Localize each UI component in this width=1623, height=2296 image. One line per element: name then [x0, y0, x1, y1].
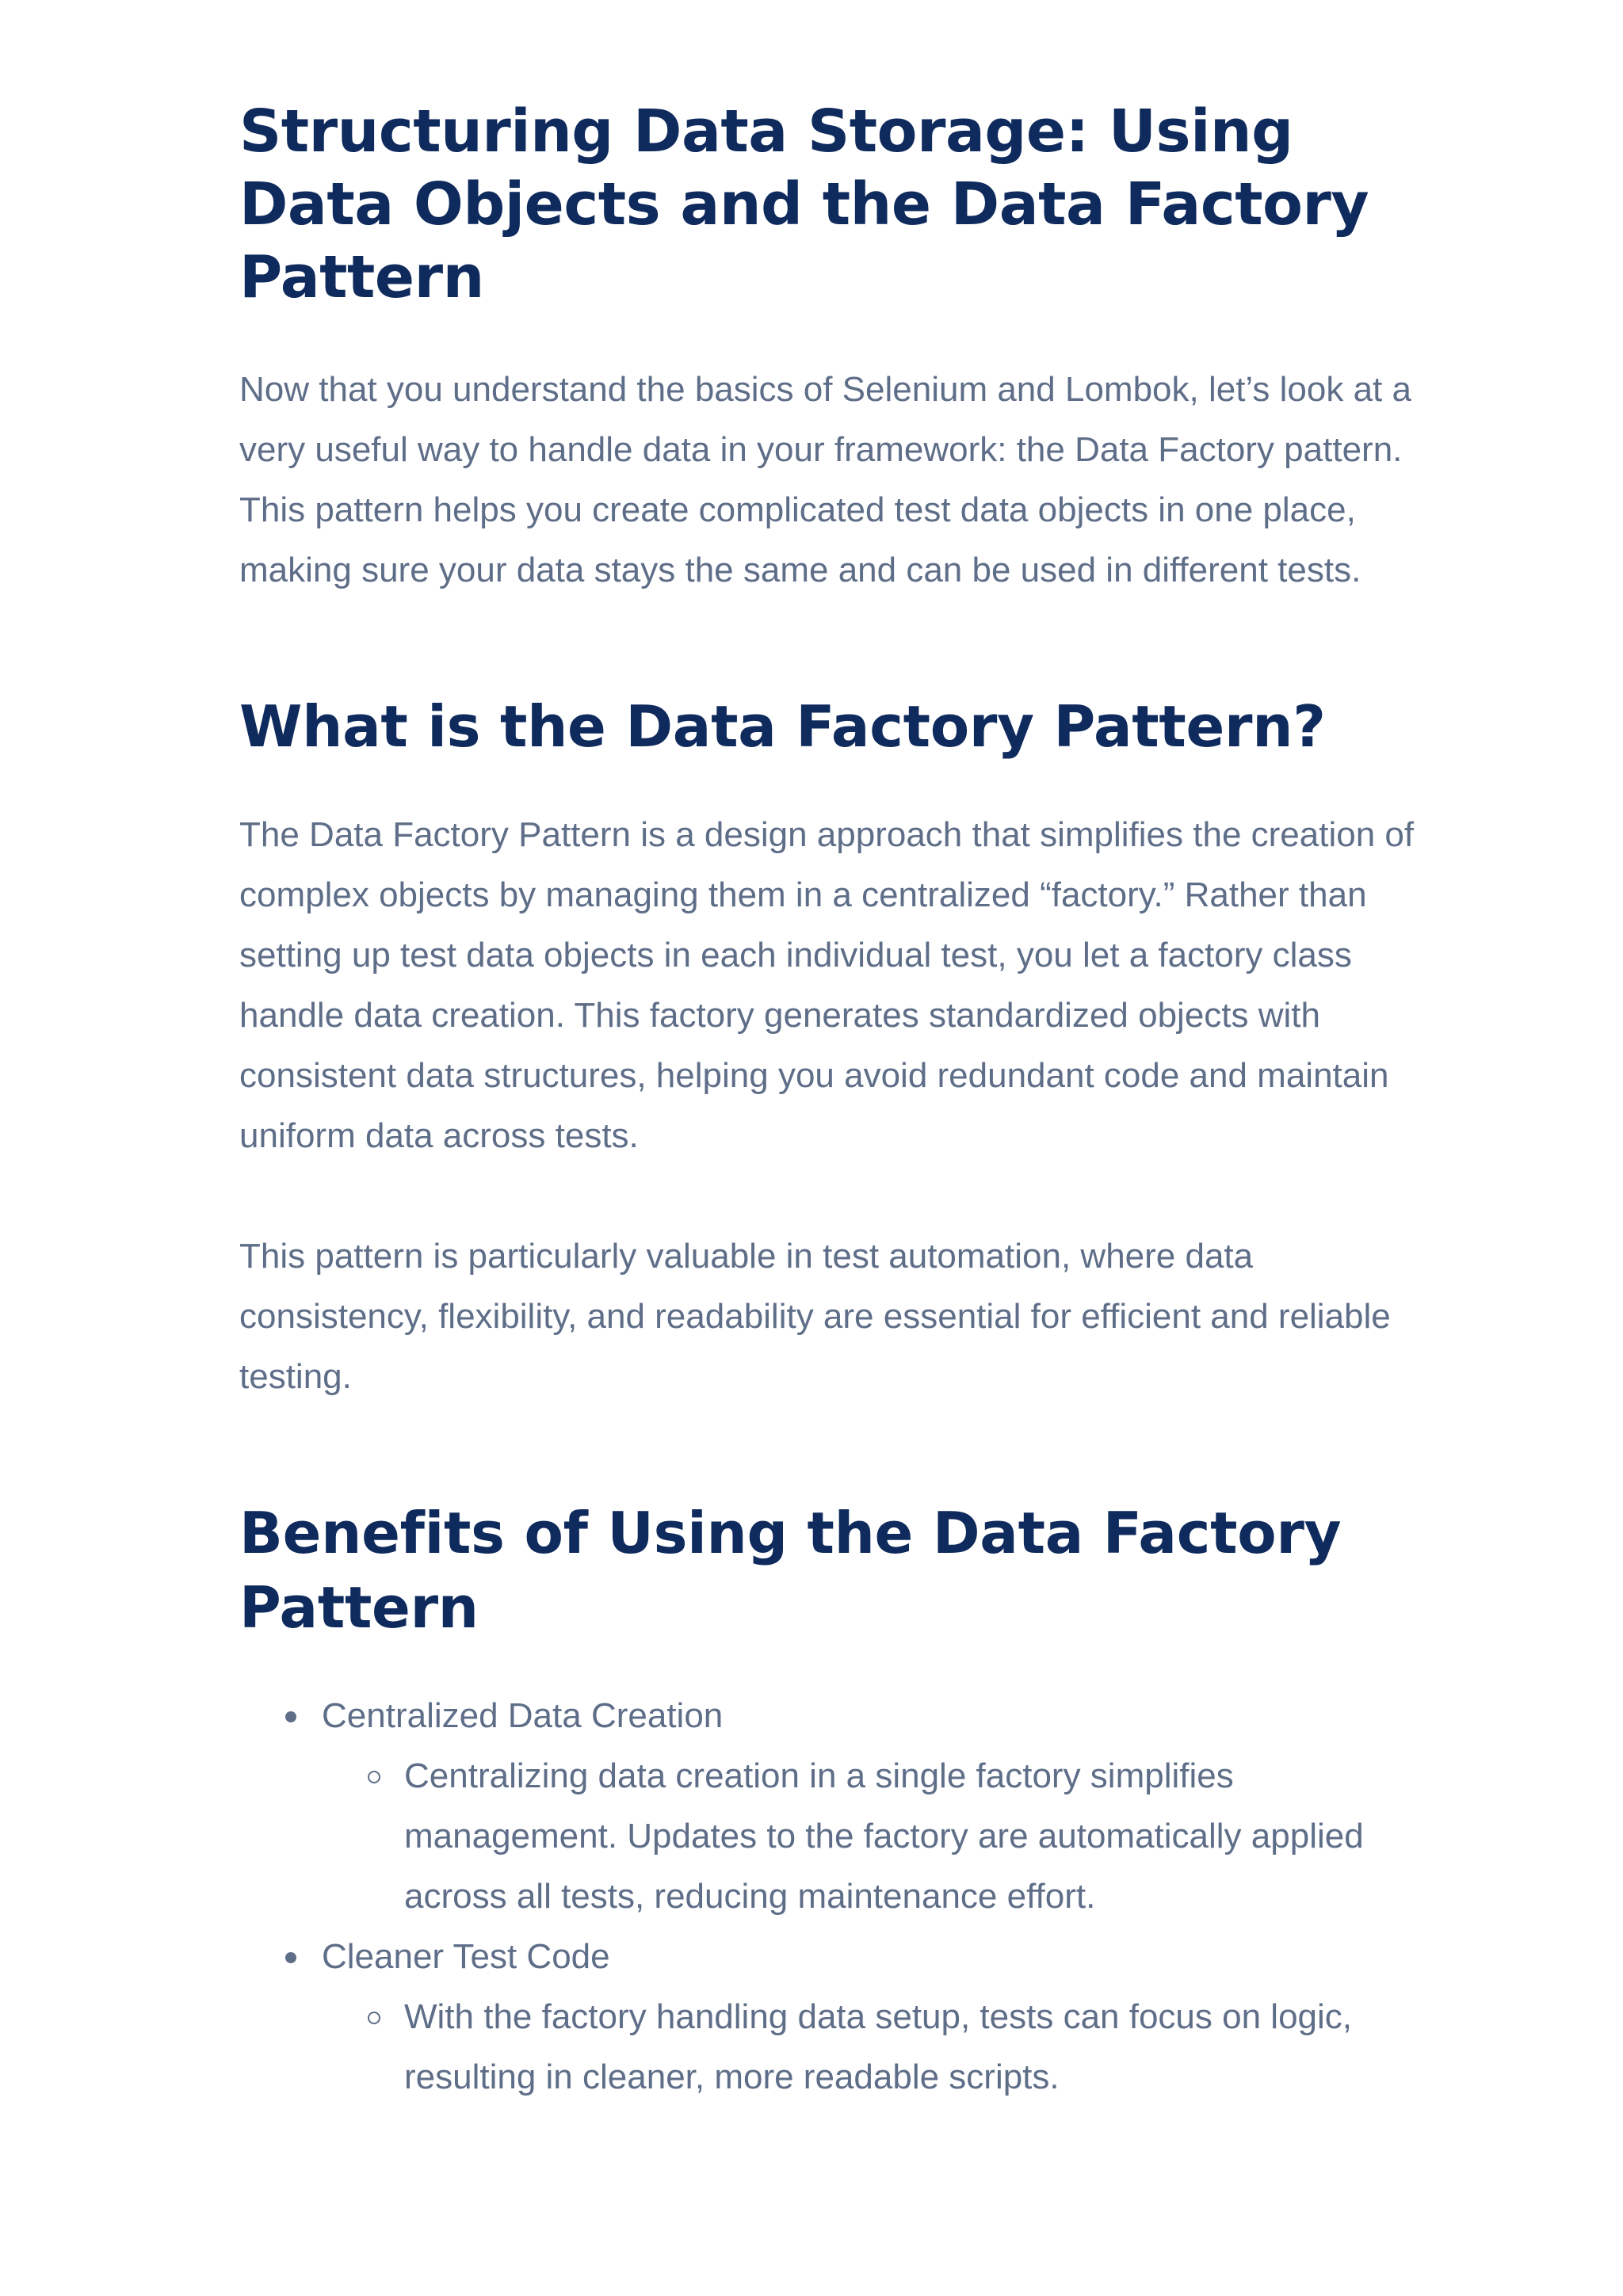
section-paragraph: The Data Factory Pattern is a design approach that simplifies the creation of complex objects by managing them in a centralized “factory.” Rather than setting up test data objects in each individual test, you let a factory class handle data creation. This factory generates standardized objects with consistent data structures, helping you avoid redundant code and maintain uniform data across tests.	[239, 815, 1415, 1155]
page-title: Structuring Data Storage: Using Data Objects and the Data Factory Pattern	[239, 97, 1369, 311]
section-what-is	[239, 689, 1420, 1407]
sub-list	[322, 1746, 1420, 1927]
bullet-circle-icon	[368, 2012, 380, 2024]
bullet-circle-icon	[368, 1771, 380, 1783]
list-item	[239, 1927, 1420, 2107]
sub-list	[322, 1987, 1420, 2107]
intro-paragraph: Now that you understand the basics of Selenium and Lombok, let’s look at a very useful way to handle data in your framework: the Data Factory pattern. This pattern helps you create complicated test data objects in one place, making sure your data stays the same and can be used in different tests.	[239, 370, 1411, 589]
section-heading: What is the Data Factory Pattern?	[239, 693, 1326, 760]
list-item	[239, 1686, 1420, 1927]
article	[239, 95, 1420, 2107]
list-item-label: Centralized Data Creation	[322, 1696, 724, 1735]
sub-list-item-text: With the factory handling data setup, tests can focus on logic, resulting in cleaner, more readable scripts.	[404, 1997, 1353, 2096]
section-benefits	[239, 1496, 1420, 2107]
section-paragraph: This pattern is particularly valuable in test automation, where data consistency, flexibility, and readability are essential for efficient and reliable testing.	[239, 1237, 1391, 1396]
sub-list-item-text: Centralizing data creation in a single factory simplifies management. Updates to the factory are automatically applied across all tests, reducing maintenance effort.	[404, 1756, 1364, 1916]
bullet-disc-icon	[285, 1711, 296, 1722]
sub-list-item	[322, 1987, 1420, 2107]
section-heading: Benefits of Using the Data Factory Pattern	[239, 1500, 1342, 1641]
benefits-list	[239, 1686, 1420, 2107]
sub-list-item	[322, 1746, 1420, 1927]
list-item-label: Cleaner Test Code	[322, 1937, 610, 1976]
bullet-disc-icon	[285, 1952, 296, 1963]
